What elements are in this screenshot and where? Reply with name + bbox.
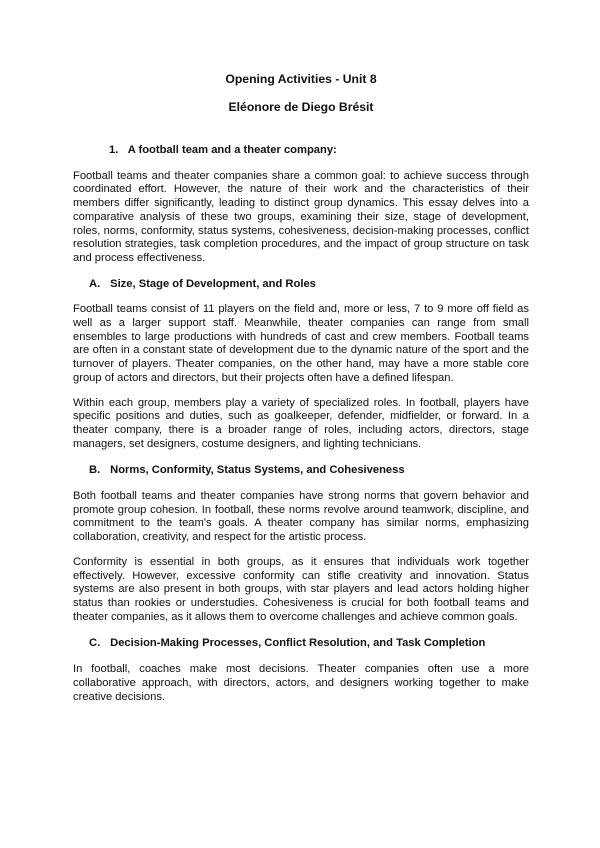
document-author: Eléonore de Diego Brésit <box>228 100 374 114</box>
subsection-letter: A. <box>89 277 101 290</box>
paragraph: Conformity is essential in both groups, as it ensures that individuals work together effectively. However, excessive conformity can stifle creativity and innovation. Status systems are also present in both groups, with star players and lead actors holding higher status than rookies or understudies. Cohesiveness is crucial for both football teams and theater companies, as it allows them to overcome challenges and achieve common goals. <box>73 555 529 623</box>
paragraph: Football teams consist of 11 players on the field and, more or less, 7 to 9 more off field as well as a larger support staff. Meanwhile, theater companies can range from small ensembles to large productions with hundreds of cast and crew members. Football teams are often in a constant state of development due to the dynamic nature of the sport and the turnover of players. Theater companies, on the other hand, may have a more stable core group of actors and directors, but their projects often have a defined lifespan. <box>73 303 529 384</box>
subsection-heading-text: Size, Stage of Development, and Roles <box>110 277 316 290</box>
paragraph: Both football teams and theater companies have strong norms that govern behavior and promote group cohesion. In football, these norms revolve around teamwork, discipline, and commitment to the team's goals. A theater company has similar norms, emphasizing collaboration, creativity, and respect for the artistic process. <box>73 490 529 544</box>
subsection-heading-text: Decision-Making Processes, Conflict Resolution, and Task Completion <box>110 637 486 650</box>
intro-paragraph: Football teams and theater companies share a common goal: to achieve success through coordinated effort. However, the nature of their work and the characteristics of their members differ significantly, leading to distinct group dynamics. This essay delves into a comparative analysis of these two groups, examining their size, stage of development, roles, norms, conformity, status systems, cohesiveness, decision-making processes, conflict resolution strategies, task completion procedures, and the impact of group structure on task and process effectiveness. <box>73 169 529 264</box>
subsection-letter: B. <box>89 464 101 477</box>
section-number: 1. <box>109 144 119 156</box>
subsection-heading-b <box>89 464 529 478</box>
subsection-heading-text: Norms, Conformity, Status Systems, and Cohesiveness <box>110 464 405 477</box>
subsection-letter: C. <box>89 637 101 650</box>
subsection-heading-c <box>89 637 529 651</box>
document-title: Opening Activities - Unit 8 <box>225 72 377 86</box>
section-heading <box>109 144 529 158</box>
section-heading-text: A football team and a theater company: <box>127 144 337 156</box>
paragraph: In football, coaches make most decisions. Theater companies often use a more collaborative approach, with directors, actors, and designers working together to make creative decisions. <box>73 663 529 703</box>
subsection-heading-a <box>89 278 529 292</box>
document-page <box>73 60 529 704</box>
paragraph: Within each group, members play a variety of specialized roles. In football, players have specific positions and duties, such as goalkeeper, defender, midfielder, or forward. In a theater company, there is a broader range of roles, including actors, directors, stage managers, set designers, costume designers, and lighting technicians. <box>73 396 529 450</box>
